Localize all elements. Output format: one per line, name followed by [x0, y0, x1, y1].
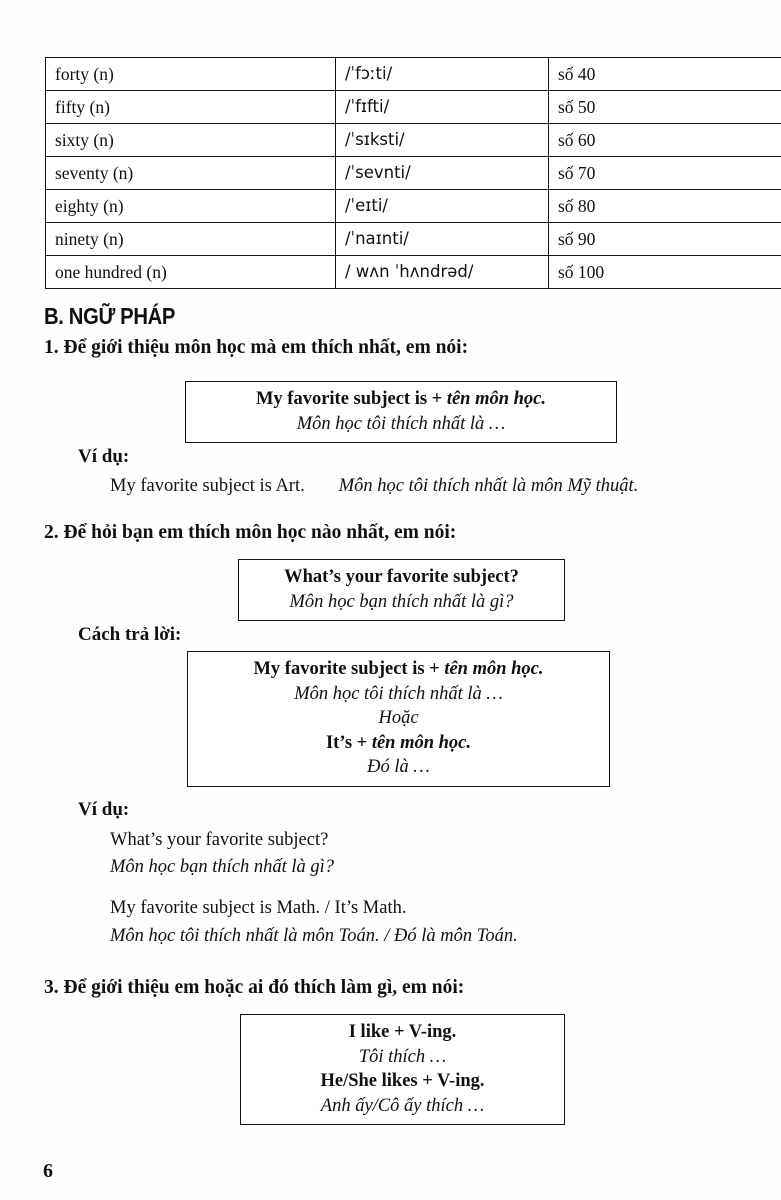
pattern-line-vietnamese-alt: Đó là …: [367, 757, 430, 778]
grammar-prompt-3: 3. Để giới thiệu em hoặc ai đó thích làm gì, em nói:: [44, 977, 465, 998]
table-row: [46, 223, 781, 256]
vocab-meaning: số 70: [549, 157, 781, 190]
example-question-vietnamese: [110, 857, 334, 878]
example-line-1: [110, 476, 638, 497]
pattern-text-en: My favorite subject is +: [255, 389, 447, 409]
table-row: [46, 91, 781, 124]
table-row: [46, 256, 781, 289]
pattern-line-vietnamese: Môn học bạn thích nhất là gì?: [289, 591, 514, 612]
example-english: My favorite subject is Art.: [110, 476, 305, 496]
vocab-meaning: số 50: [549, 91, 781, 124]
vocab-meaning: số 100: [549, 256, 781, 289]
example-text: What’s your favorite subject?: [110, 830, 329, 850]
example-answer-vietnamese: [110, 926, 518, 947]
vocab-word: ninety (n): [46, 223, 336, 256]
page-number: 6: [43, 1160, 53, 1182]
pattern-line-english-alt: He/She likes + V-ing.: [320, 1071, 485, 1092]
pattern-box-2-question: [238, 559, 565, 621]
vocab-ipa: /ˈfɪfti/: [336, 91, 549, 124]
example-label-1: Ví dụ:: [78, 446, 130, 467]
pattern-line-vietnamese-alt: Anh ấy/Cô ấy thích …: [320, 1095, 485, 1116]
pattern-line-english-alt: [198, 731, 599, 756]
grammar-prompt-1: 1. Để giới thiệu môn học mà em thích nhất, em nói:: [44, 337, 469, 358]
example-text: Môn học bạn thích nhất là gì?: [110, 857, 335, 877]
vocab-ipa: /ˈsɪksti/: [336, 124, 549, 157]
vocab-ipa: /ˈnaɪnti/: [336, 223, 549, 256]
example-answer-english: [110, 898, 406, 919]
table-row: [46, 190, 781, 223]
vocab-ipa: /ˈsevnti/: [336, 157, 549, 190]
table-row: [46, 157, 781, 190]
vocab-meaning: số 40: [549, 58, 781, 91]
pattern-line-english: [196, 387, 606, 412]
pattern-text-vi-inline: tên môn học.: [446, 389, 547, 409]
pattern-text-en: My favorite subject is +: [253, 659, 445, 679]
example-label-2: Ví dụ:: [78, 799, 130, 820]
pattern-text-en: It’s +: [325, 732, 372, 753]
table-row: [46, 58, 781, 91]
example-vietnamese: Môn học tôi thích nhất là môn Mỹ thuật.: [338, 476, 639, 496]
section-heading-grammar: B. NGỮ PHÁP: [44, 303, 176, 329]
pattern-line-connector: Hoặc: [378, 708, 419, 729]
pattern-text-vi-inline: tên môn học.: [444, 659, 544, 679]
pattern-line-vietnamese: Môn học tôi thích nhất là …: [294, 683, 503, 704]
vocab-ipa: / wʌn ˈhʌndrəd/: [336, 256, 549, 289]
pattern-box-3-answer: [187, 651, 610, 787]
vocabulary-table: [45, 57, 781, 289]
vocab-meaning: số 60: [549, 124, 781, 157]
pattern-line-vietnamese: Môn học tôi thích nhất là …: [296, 413, 506, 434]
example-text: Môn học tôi thích nhất là môn Toán. / Đó là môn Toán.: [110, 926, 518, 946]
vocab-meaning: số 90: [549, 223, 781, 256]
pattern-text-vi-inline: tên môn học.: [371, 732, 472, 753]
pattern-line-english: I like + V-ing.: [348, 1022, 457, 1042]
vocab-word: sixty (n): [46, 124, 336, 157]
grammar-prompt-2: 2. Để hỏi bạn em thích môn học nào nhất, em nói:: [44, 522, 457, 543]
table-row: [46, 124, 781, 157]
pattern-box-1: [185, 381, 617, 443]
vocab-word: forty (n): [46, 58, 336, 91]
example-question-english: [110, 830, 328, 851]
pattern-line-vietnamese: Tôi thích …: [358, 1046, 447, 1067]
vocab-word: one hundred (n): [46, 256, 336, 289]
vocab-meaning: số 80: [549, 190, 781, 223]
vocab-ipa: /ˈfɔːti/: [336, 58, 549, 91]
vocab-word: seventy (n): [46, 157, 336, 190]
vocab-word: fifty (n): [46, 91, 336, 124]
vocab-ipa: /ˈeɪti/: [336, 190, 549, 223]
example-text: My favorite subject is Math. / It’s Math.: [110, 898, 407, 918]
pattern-line-english: [198, 657, 599, 682]
answer-label: Cách trả lời:: [78, 624, 182, 645]
vocab-word: eighty (n): [46, 190, 336, 223]
pattern-line-english: What’s your favorite subject?: [284, 567, 519, 587]
pattern-box-4: [240, 1014, 565, 1125]
